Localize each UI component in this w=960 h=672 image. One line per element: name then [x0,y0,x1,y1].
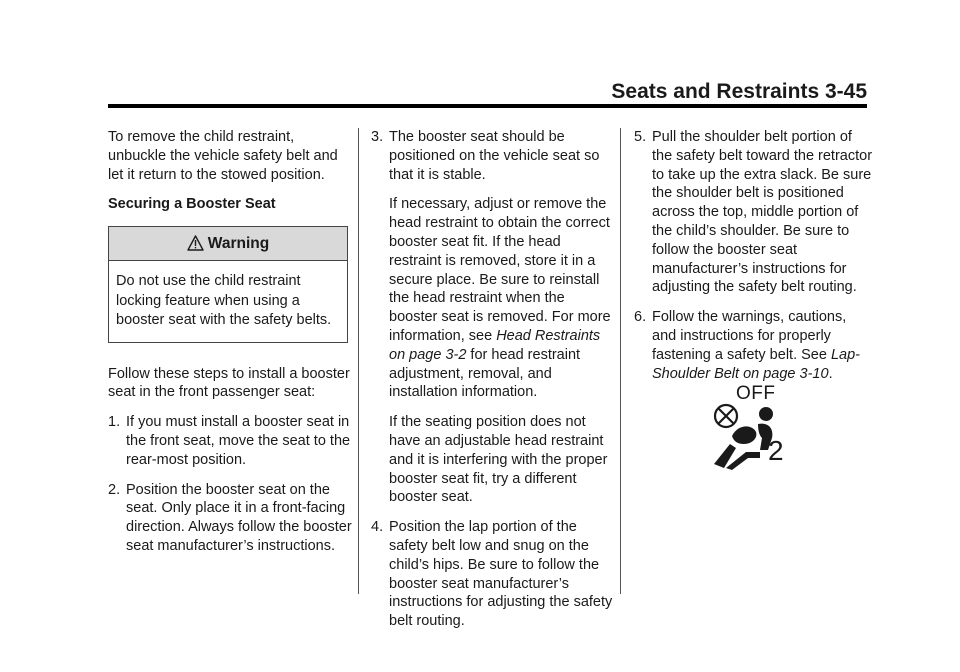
list-number: 4. [371,519,384,536]
warning-box [108,226,348,343]
step3-paragraph-3: If the seating position does not have an adjustable head restraint and it is interfering with the proper booster seat fit, try a different booster seat. [389,414,608,506]
list-number: 2. [108,481,121,498]
list-text: Position the booster seat on the seat. Only place it in a front-facing direction. Always follow the booster seat manufacturer’s instructions. [126,481,352,555]
warning-header [109,227,347,261]
list-text [652,309,860,381]
list-text: Pull the shoulder belt portion of the safety belt toward the retractor to take up the extra slack. Be sure the shoulder belt is positioned across the top, middle portion of the child’s shoulder. Be sure to follow the booster seat manufacturer’s instructions for adjusting the safety belt routing. [652,129,873,296]
step3-paragraph-2 [389,195,616,402]
list-number: 3. [371,129,384,145]
header-rule [108,104,867,108]
column-divider [620,128,621,594]
column-3 [634,128,874,383]
list-number: 6. [634,309,647,326]
step6-text: . [828,365,833,382]
page-header-title: Seats and Restraints 3-45 [611,80,867,103]
airbag-seat-number: 2 [768,435,784,466]
column-1 [108,128,353,556]
section-heading: Securing a Booster Seat [108,196,276,213]
lap-shoulder-belt-link: Lap-Shoulder Belt on page 3-10 [652,346,860,382]
head-restraints-link: Head Restraints on page 3-2 [389,327,601,363]
warning-icon [187,235,204,251]
list-number: 5. [634,129,647,145]
column-2 [371,128,616,631]
list-item [634,128,874,297]
step3-text: If necessary, adjust or remove the head restraint to obtain the correct booster seat fit. If the head restraint is removed, store it in a secure place. Be sure to reinstall the head restraint when the booster seat is removed. For more information, see [389,196,611,344]
airbag-off-label: OFF [736,383,776,404]
list-item [108,481,353,556]
warning-body: Do not use the child restraint locking feature when using a booster seat with the safety belts. [116,273,332,329]
list-text: The booster seat should be positioned on the vehicle seat so that it is stable. [389,129,600,183]
list-item [371,128,616,507]
column-divider [358,128,359,594]
intro-paragraph: To remove the child restraint, unbuckle the vehicle safety belt and let it return to the stowed position. [108,129,338,183]
list-item [371,518,616,631]
list-text: Position the lap portion of the safety belt low and snug on the child’s hips. Be sure to follow the booster seat manufacturer’s instructions for adjusting the safety belt routing. [389,519,613,630]
step6-text: Follow the warnings, cautions, and instructions for properly fastening a safety belt. See [652,309,847,363]
steps-intro: Follow these steps to install a booster seat in the front passenger seat: [108,365,350,401]
list-item [634,308,874,383]
step3-text: for head restraint adjustment, removal, and installation information. [389,346,581,401]
list-item [108,413,353,469]
list-text: If you must install a booster seat in the front seat, move the seat to the rear-most position. [126,414,351,468]
airbag-off-icon [712,384,792,474]
warning-title: Warning [207,235,270,253]
list-number: 1. [108,414,121,431]
